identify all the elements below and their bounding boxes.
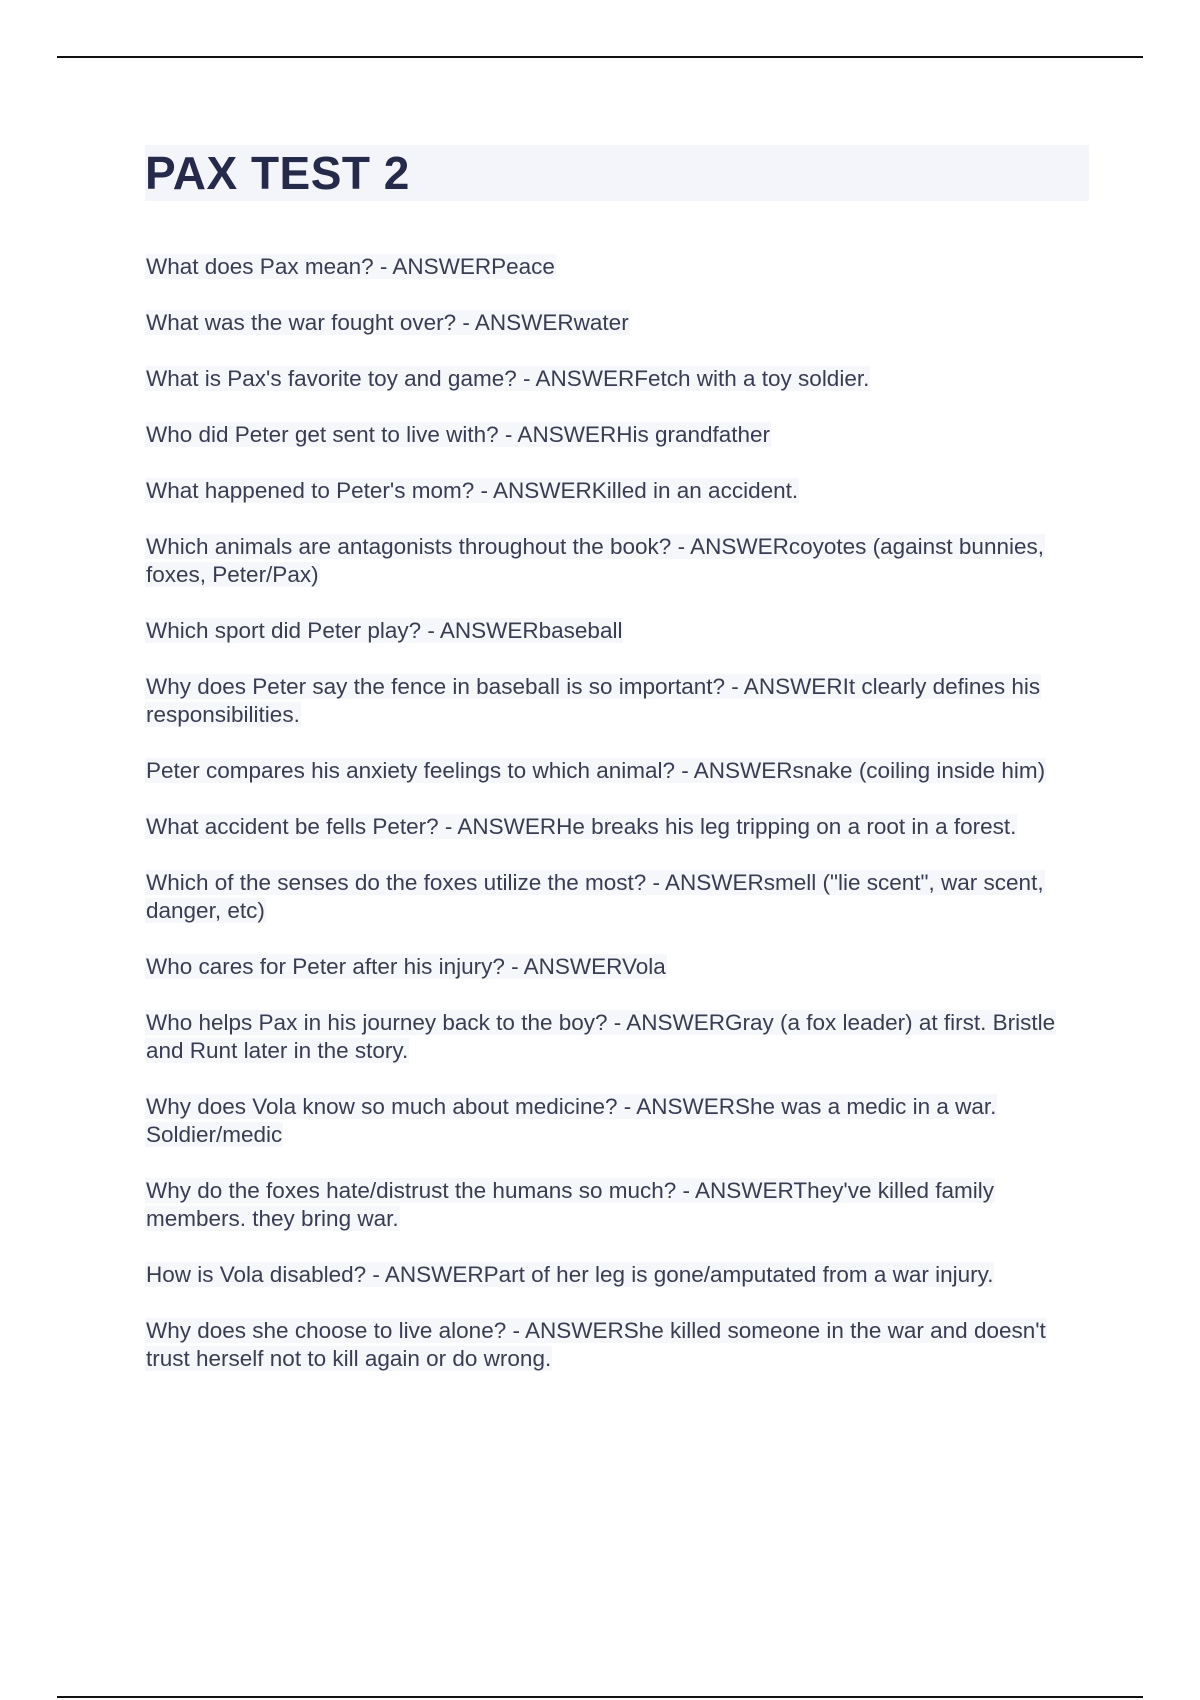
qa-item	[145, 869, 1089, 925]
qa-item	[145, 253, 1089, 281]
qa-item	[145, 309, 1089, 337]
qa-item	[145, 617, 1089, 645]
qa-text: What happened to Peter's mom? - ANSWERKilled in an accident.	[146, 478, 799, 503]
qa-text: Who helps Pax in his journey back to the boy? - ANSWERGray (a fox leader) at first. Bristle and Runt later in the story.	[146, 1010, 1056, 1063]
qa-item	[145, 1177, 1089, 1233]
qa-text: Peter compares his anxiety feelings to which animal? - ANSWERsnake (coiling inside him)	[146, 758, 1046, 783]
qa-list	[145, 253, 1089, 1373]
qa-item	[145, 953, 1089, 981]
qa-item	[145, 673, 1089, 729]
qa-item	[145, 477, 1089, 505]
document-body	[145, 145, 1089, 1401]
title-bar	[145, 145, 1089, 201]
qa-item	[145, 813, 1089, 841]
page-title: PAX TEST 2	[145, 147, 410, 199]
qa-text: What accident be fells Peter? - ANSWERHe breaks his leg tripping on a root in a forest.	[146, 814, 1017, 839]
qa-item	[145, 421, 1089, 449]
qa-item	[145, 1009, 1089, 1065]
qa-item	[145, 1317, 1089, 1373]
qa-item	[145, 365, 1089, 393]
qa-text: What is Pax's favorite toy and game? - ANSWERFetch with a toy soldier.	[146, 366, 870, 391]
qa-text: What does Pax mean? - ANSWERPeace	[146, 254, 555, 279]
qa-item	[145, 1093, 1089, 1149]
top-rule	[57, 56, 1143, 58]
qa-text: Why do the foxes hate/distrust the humans so much? - ANSWERThey've killed family members. they bring war.	[146, 1178, 994, 1231]
qa-item	[145, 757, 1089, 785]
qa-item	[145, 1261, 1089, 1289]
qa-text: How is Vola disabled? - ANSWERPart of her leg is gone/amputated from a war injury.	[146, 1262, 994, 1287]
qa-item	[145, 533, 1089, 589]
qa-text: Which sport did Peter play? - ANSWERbaseball	[146, 618, 623, 643]
qa-text: What was the war fought over? - ANSWERwater	[146, 310, 629, 335]
qa-text: Why does she choose to live alone? - ANSWERShe killed someone in the war and doesn't trust herself not to kill again or do wrong.	[146, 1318, 1046, 1371]
bottom-rule	[57, 1696, 1143, 1698]
qa-text: Why does Peter say the fence in baseball is so important? - ANSWERIt clearly defines his responsibilities.	[146, 674, 1041, 727]
qa-text: Who cares for Peter after his injury? - ANSWERVola	[146, 954, 666, 979]
qa-text: Who did Peter get sent to live with? - ANSWERHis grandfather	[146, 422, 771, 447]
qa-text: Which of the senses do the foxes utilize the most? - ANSWERsmell ("lie scent", war scent, danger, etc)	[146, 870, 1044, 923]
qa-text: Why does Vola know so much about medicine? - ANSWERShe was a medic in a war. Soldier/medic	[146, 1094, 997, 1147]
qa-text: Which animals are antagonists throughout the book? - ANSWERcoyotes (against bunnies, foxes, Peter/Pax)	[146, 534, 1044, 587]
